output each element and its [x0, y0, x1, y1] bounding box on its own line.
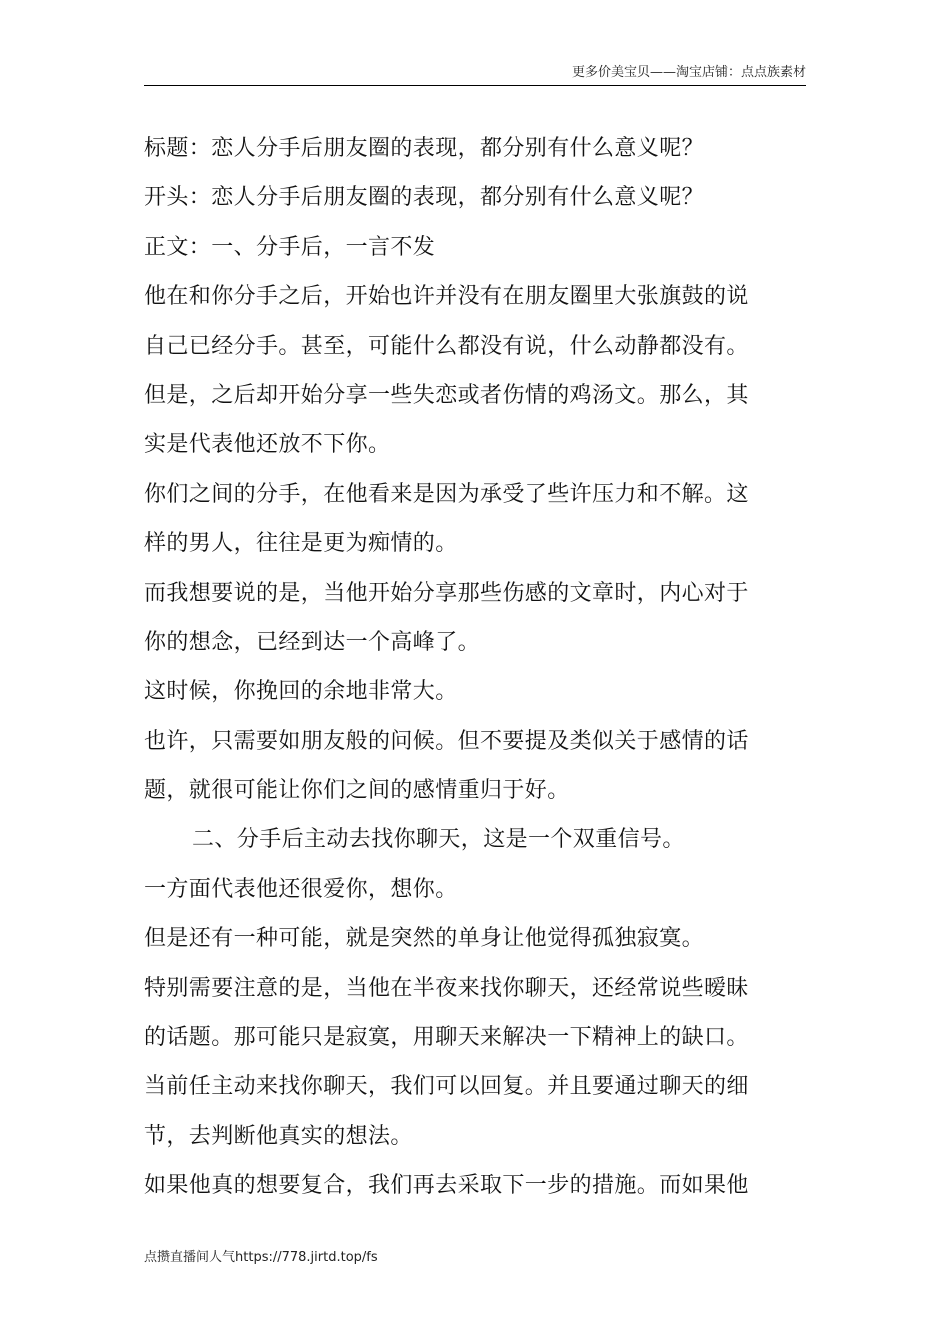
- paragraph-line: 你们之间的分手，在他看来是因为承受了些许压力和不解。这: [144, 481, 749, 507]
- paragraph-line: 如果他真的想要复合，我们再去采取下一步的措施。而如果他: [144, 1173, 749, 1199]
- paragraph-line: 你的想念，已经到达一个高峰了。: [144, 629, 481, 655]
- page-footer: [144, 1249, 378, 1267]
- page-header: 更多价美宝贝——淘宝店铺：点点族素材: [571, 65, 806, 80]
- paragraph-line: 节，去判断他真实的想法。: [144, 1123, 413, 1149]
- footer-label: 点攒直播间人气: [144, 1250, 236, 1265]
- paragraph-line: 题，就很可能让你们之间的感情重归于好。: [144, 778, 570, 804]
- paragraph-line: 特别需要注意的是，当他在半夜来找你聊天，还经常说些暧昧: [144, 975, 749, 1001]
- document-body: [144, 124, 812, 1211]
- paragraph-line: 而我想要说的是，当他开始分享那些伤感的文章时，内心对于: [144, 580, 749, 606]
- paragraph-line: 也许，只需要如朋友般的问候。但不要提及类似关于感情的话: [144, 728, 749, 754]
- paragraph-line: 当前任主动来找你聊天，我们可以回复。并且要通过聊天的细: [144, 1074, 749, 1100]
- paragraph-line: 实是代表他还放不下你。: [144, 432, 391, 458]
- paragraph-line: 他在和你分手之后，开始也许并没有在朋友圈里大张旗鼓的说: [144, 284, 749, 310]
- title-line: 标题：恋人分手后朋友圈的表现，都分别有什么意义呢？: [144, 136, 705, 161]
- paragraph-line: 但是，之后却开始分享一些失恋或者伤情的鸡汤文。那么，其: [144, 382, 749, 408]
- opening-line: 开头：恋人分手后朋友圈的表现，都分别有什么意义呢？: [144, 185, 705, 211]
- footer-link[interactable]: https://778.jirtd.top/fs: [235, 1250, 378, 1265]
- paragraph-line: 自己已经分手。甚至，可能什么都没有说，什么动静都没有。: [144, 333, 749, 359]
- paragraph-line: 这时候，你挽回的余地非常大。: [144, 679, 458, 705]
- paragraph-line: 的话题。那可能只是寂寞，用聊天来解决一下精神上的缺口。: [144, 1025, 749, 1051]
- section-one-heading: 正文：一、分手后，一言不发: [144, 234, 436, 260]
- paragraph-line: 一方面代表他还很爱你，想你。: [144, 876, 458, 902]
- paragraph-line: 但是还有一种可能，就是突然的单身让他觉得孤独寂寞。: [144, 926, 705, 952]
- section-two-heading: 二、分手后主动去找你聊天，这是一个双重信号。: [192, 827, 685, 853]
- paragraph-line: 样的男人，往往是更为痴情的。: [144, 531, 458, 557]
- header-divider: [144, 85, 806, 86]
